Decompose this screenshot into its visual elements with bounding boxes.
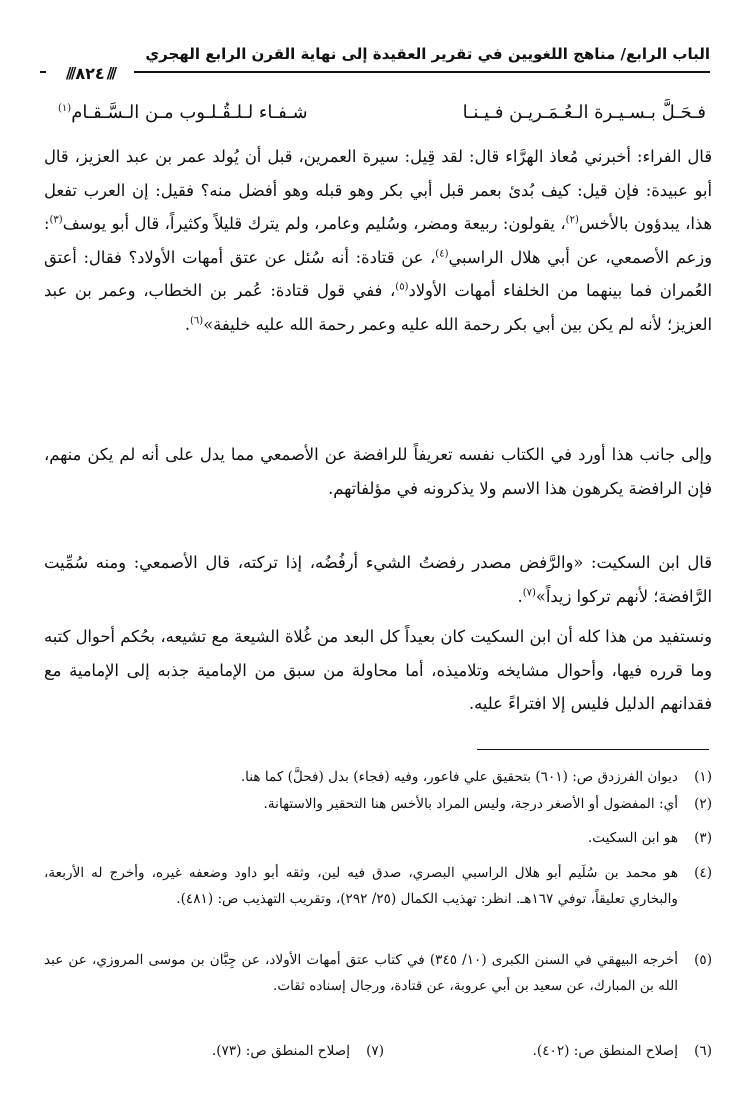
footnote-ref-7: (٧) (522, 587, 536, 599)
footnote-ref-1: (١) (58, 103, 72, 114)
verse-text-1: فـحَـلَّ بـسـيـرة الـعُـمَـريـن فـيـنـا (462, 102, 706, 123)
text-run: قال الفراء: أخبرني مُعاذ الهرَّاء قال: لقد قِيل: سيرة العمرين، قبل أن يُولد عمر بن عبد العزيز، قال أبو عبيدة: فإن قيل: كيف بُدئ بعمر قبل أبي بكر وهو قبله وهو أفضل منه؟ فقيل: إن العرب تفعل هذا، يبدؤون بالأخس (44, 147, 712, 233)
poetry-verse (44, 96, 710, 132)
footnote-4 (44, 861, 712, 912)
paragraph-ibn-sikkit (44, 546, 712, 613)
footnote-1 (44, 765, 712, 791)
footnote-ref-3: (٣) (49, 214, 63, 226)
paragraph-rafida: وإلى جانب هذا أورد في الكتاب نفسه تعريفاً للرافضة عن الأصمعي مما يدل على أنه لم يكن منهم، فإن الرافضة يكرهون هذا الاسم ولا يذكرونه في مؤلفاتهم. (44, 445, 712, 498)
verse-first-hemistich (463, 102, 706, 123)
text-run: ، ففي قول قتادة: عُمر بن الخطاب، وعمر بن عبد العزيز؛ لأنه لم يكن بين أبي بكر رحمة الله عليه وعمر رحمة الله عليه خليفة» (44, 281, 712, 334)
footnote-ref-6: (٦) (190, 315, 204, 327)
running-header (40, 45, 710, 85)
footnote-2 (44, 792, 712, 818)
footnote-text: ديوان الفرزدق ص: (٦٠١) بتحقيق علي فاعور، وفيه (فجاء) بدل (فحلَّ) كما هنا. (240, 769, 678, 785)
paragraph-farra (44, 140, 712, 341)
footnote-text: أخرجه البيهقي في السنن الكبرى (١٠/ ٣٤٥) في كتاب عتق أمهات الأولاد، عن جِبَّان بن موسى المروزي، عن عبد الله بن المبارك، عن سعيد بن أبي عروبة، عن قتادة، ورجال إسناده ثقات. (44, 952, 679, 994)
footnote-5 (44, 948, 712, 999)
page-number-box (46, 64, 134, 82)
footnote-separator (477, 749, 709, 750)
text-run: قال ابن السكيت: «والرَّفض مصدر رفضتُ الشيء أرفُضُه، إذا تركته، قال الأصمعي: ومنه سُمِّيت الرَّافضة؛ لأنهم تركوا زيداً» (44, 553, 712, 606)
verse-second-hemistich (58, 102, 308, 123)
footnote-number: (٣) (694, 830, 712, 846)
footnote-number: (٤) (694, 865, 712, 881)
footnote-3 (44, 826, 712, 852)
footnote-ref-2: (٢) (565, 214, 579, 226)
paragraph-conclusion: ونستفيد من هذا كله أن ابن السكيت كان بعيداً كل البعد من غُلاة الشيعة مع تشيعه، بحُكم أحوال كتبه وما قرره فيها، وأحوال مشايخه وتلاميذه، أما محاولة من سبق من الإمامية جذبه إلى الإمامية مع فقدانهم الدليل فليس إلا افتراءً عليه. (44, 627, 712, 713)
text-run: : وزعم الأصمعي، عن أبي هلال الراسبي (44, 214, 712, 267)
header-rule (40, 71, 710, 73)
footnote-6-number: (٦) (694, 1043, 712, 1059)
footnote-number: (١) (694, 769, 712, 785)
verse-text-2: شـفـاء لـلـقُـلـوب مـن الـسَّـقـام (71, 102, 308, 123)
slash-ornament-right: /// (106, 64, 115, 82)
footnote-text: هو محمد بن سُلَيم أبو هلال الراسبي البصري، صدق فيه لين، وثقه أبو داود وضعفه غيره، وأخرج له الأربعة، والبخاري تعليقاً، توفي ١٦٧هـ. انظر: تهذيب الكمال (٢٥/ ٢٩٢)، وتقريب التهذيب ص: (٤٨١). (44, 865, 678, 907)
footnotes-6-7-row (44, 1043, 712, 1069)
footnote-6-text: إصلاح المنطق ص: (٤٠٢). (532, 1043, 678, 1059)
footnote-7-number: (٧) (366, 1043, 384, 1059)
footnote-7-text: إصلاح المنطق ص: (٧٣). (211, 1043, 350, 1059)
footnote-text: هو ابن السكيت. (587, 830, 678, 846)
page-number: ٨٢٤ (75, 63, 105, 83)
chapter-title: الباب الرابع/ مناهج اللغويين في تقرير العقيدة إلى نهاية القرن الرابع الهجري (145, 45, 710, 63)
footnote-ref-4: (٤) (435, 248, 449, 260)
footnote-text: أي: المفضول أو الأصغر درجة، وليس المراد بالأخس هنا التحقير والاستهانة. (263, 796, 678, 812)
text-run: ، يقولون: ربيعة ومضر، وسُليم وعامر، ولم يترك قليلاً وكثيراً، قال أبو يوسف (62, 214, 566, 233)
footnote-ref-5: (٥) (395, 281, 409, 293)
footnote-number: (٥) (694, 952, 712, 968)
text-run: ، عن قتادة: أنه سُئل عن عتق أمهات الأولاد؟ فقال: أعتق العُمران فما بينهما من الخلفاء أمهات الأولاد (44, 247, 712, 300)
slash-ornament-left: /// (65, 64, 74, 82)
footnote-number: (٢) (694, 796, 712, 812)
text-run: . (184, 314, 190, 334)
text-run: . (517, 586, 523, 606)
